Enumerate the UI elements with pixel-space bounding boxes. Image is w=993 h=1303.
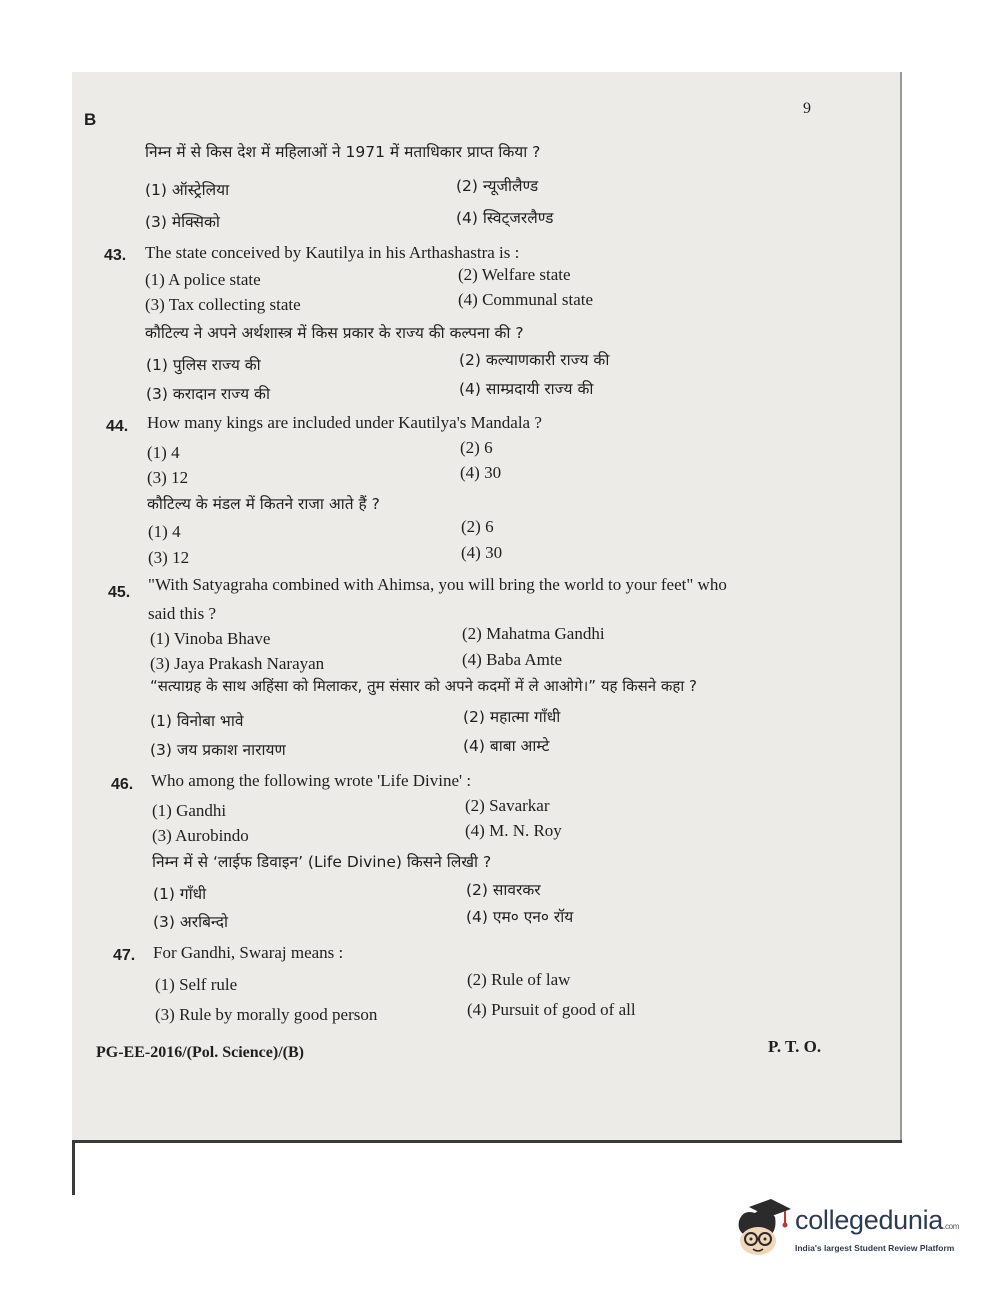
q46-option-3-en: (3) Aurobindo (152, 826, 249, 845)
q44-option-1-hi: (1) 4 (148, 522, 181, 541)
q47-question-en: For Gandhi, Swaraj means : (153, 943, 344, 962)
q46-question-hi: निम्न में से ‘लाईफ डिवाइन’ (Life Divine) किसने लिखी ? (152, 853, 492, 871)
q43-option-4-en: (4) Communal state (458, 290, 594, 309)
q45-option-1-en: (1) Vinoba Bhave (150, 629, 271, 648)
q42-option-3-hi: (3) मेक्सिको (145, 213, 220, 231)
q43-option-2-hi: (2) कल्याणकारी राज्य की (459, 351, 610, 369)
scan-edge-bottom (72, 1140, 902, 1143)
q45-question-en-line2: said this ? (148, 604, 216, 623)
q45-option-4-en: (4) Baba Amte (462, 650, 563, 669)
q46-option-1-hi: (1) गाँधी (153, 885, 207, 903)
q43-question-hi: कौटिल्य ने अपने अर्थशास्त्र में किस प्रकार के राज्य की कल्पना की ? (145, 324, 524, 342)
q42-question-hi: निम्न में से किस देश में महिलाओं ने 1971 में मताधिकार प्राप्त किया ? (145, 143, 541, 161)
q47-option-1-en: (1) Self rule (155, 975, 238, 994)
page-number: 9 (803, 100, 811, 117)
q46-option-4-hi: (4) एम० एन० रॉय (466, 908, 574, 926)
q42-option-1-hi: (1) ऑस्ट्रेलिया (145, 181, 230, 199)
q44-option-2-hi: (2) 6 (461, 517, 494, 536)
q43-option-2-en: (2) Welfare state (458, 265, 571, 284)
scan-edge-left (72, 1140, 75, 1195)
q43-number: 43. (104, 247, 127, 264)
q45-question-en-line1: "With Satyagraha combined with Ahimsa, you will bring the world to your feet" who (148, 575, 727, 594)
q44-option-4-hi: (4) 30 (461, 543, 503, 562)
logo-tagline: India's largest Student Review Platform (795, 1243, 955, 1253)
q43-option-1-en: (1) A police state (145, 270, 261, 289)
q47-number: 47. (113, 947, 136, 964)
q43-option-3-en: (3) Tax collecting state (145, 295, 301, 314)
q42-option-2-hi: (2) न्यूजीलैण्ड (456, 177, 539, 195)
q42-option-4-hi: (4) स्विट्जरलैण्ड (456, 209, 554, 227)
q44-question-en: How many kings are included under Kautilya's Mandala ? (147, 413, 542, 432)
set-letter: B (84, 110, 97, 129)
q43-option-3-hi: (3) करादान राज्य की (146, 385, 270, 403)
q44-question-hi: कौटिल्य के मंडल में कितने राजा आते हैं ? (147, 495, 380, 513)
q43-option-1-hi: (1) पुलिस राज्य की (146, 356, 261, 374)
q43-question-en: The state conceived by Kautilya in his Arthashastra is : (145, 243, 520, 262)
logo-domain-suffix: .com (943, 1222, 960, 1231)
collegedunia-logo (735, 1195, 965, 1265)
q43-option-4-hi: (4) साम्प्रदायी राज्य की (459, 380, 594, 398)
student-mascot-icon (735, 1195, 793, 1257)
logo-wordmark: collegedunia.com (795, 1205, 960, 1235)
q44-option-3-hi: (3) 12 (148, 548, 190, 567)
q46-number: 46. (111, 776, 134, 793)
q46-option-1-en: (1) Gandhi (152, 801, 227, 820)
q45-option-2-hi: (2) महात्मा गाँधी (463, 708, 561, 726)
q44-number: 44. (106, 418, 129, 435)
q45-option-4-hi: (4) बाबा आम्टे (463, 737, 550, 755)
q47-option-4-en: (4) Pursuit of good of all (467, 1000, 636, 1019)
q44-option-2-en: (2) 6 (460, 438, 493, 457)
q46-option-2-hi: (2) सावरकर (466, 881, 541, 899)
q45-option-3-hi: (3) जय प्रकाश नारायण (150, 741, 286, 759)
paper-code: PG-EE-2016/(Pol. Science)/(B) (96, 1044, 304, 1061)
q45-option-3-en: (3) Jaya Prakash Narayan (150, 654, 325, 673)
q45-option-1-hi: (1) विनोबा भावे (150, 712, 244, 730)
q46-question-en: Who among the following wrote 'Life Divine' : (151, 771, 472, 790)
q46-option-4-en: (4) M. N. Roy (465, 821, 562, 840)
q47-option-2-en: (2) Rule of law (467, 970, 571, 989)
q47-option-3-en: (3) Rule by morally good person (155, 1005, 378, 1024)
q44-option-4-en: (4) 30 (460, 463, 502, 482)
q44-option-1-en: (1) 4 (147, 443, 180, 462)
q45-option-2-en: (2) Mahatma Gandhi (462, 624, 605, 643)
please-turn-over: P. T. O. (768, 1037, 822, 1056)
q45-number: 45. (108, 584, 131, 601)
q44-option-3-en: (3) 12 (147, 468, 189, 487)
q46-option-2-en: (2) Savarkar (465, 796, 550, 815)
q45-question-hi: “सत्याग्रह के साथ अहिंसा को मिलाकर, तुम संसार को अपने कदमों में ले आओगे।” यह किसने कहा ? (150, 677, 697, 695)
q46-option-3-hi: (3) अरबिन्दो (153, 913, 228, 931)
